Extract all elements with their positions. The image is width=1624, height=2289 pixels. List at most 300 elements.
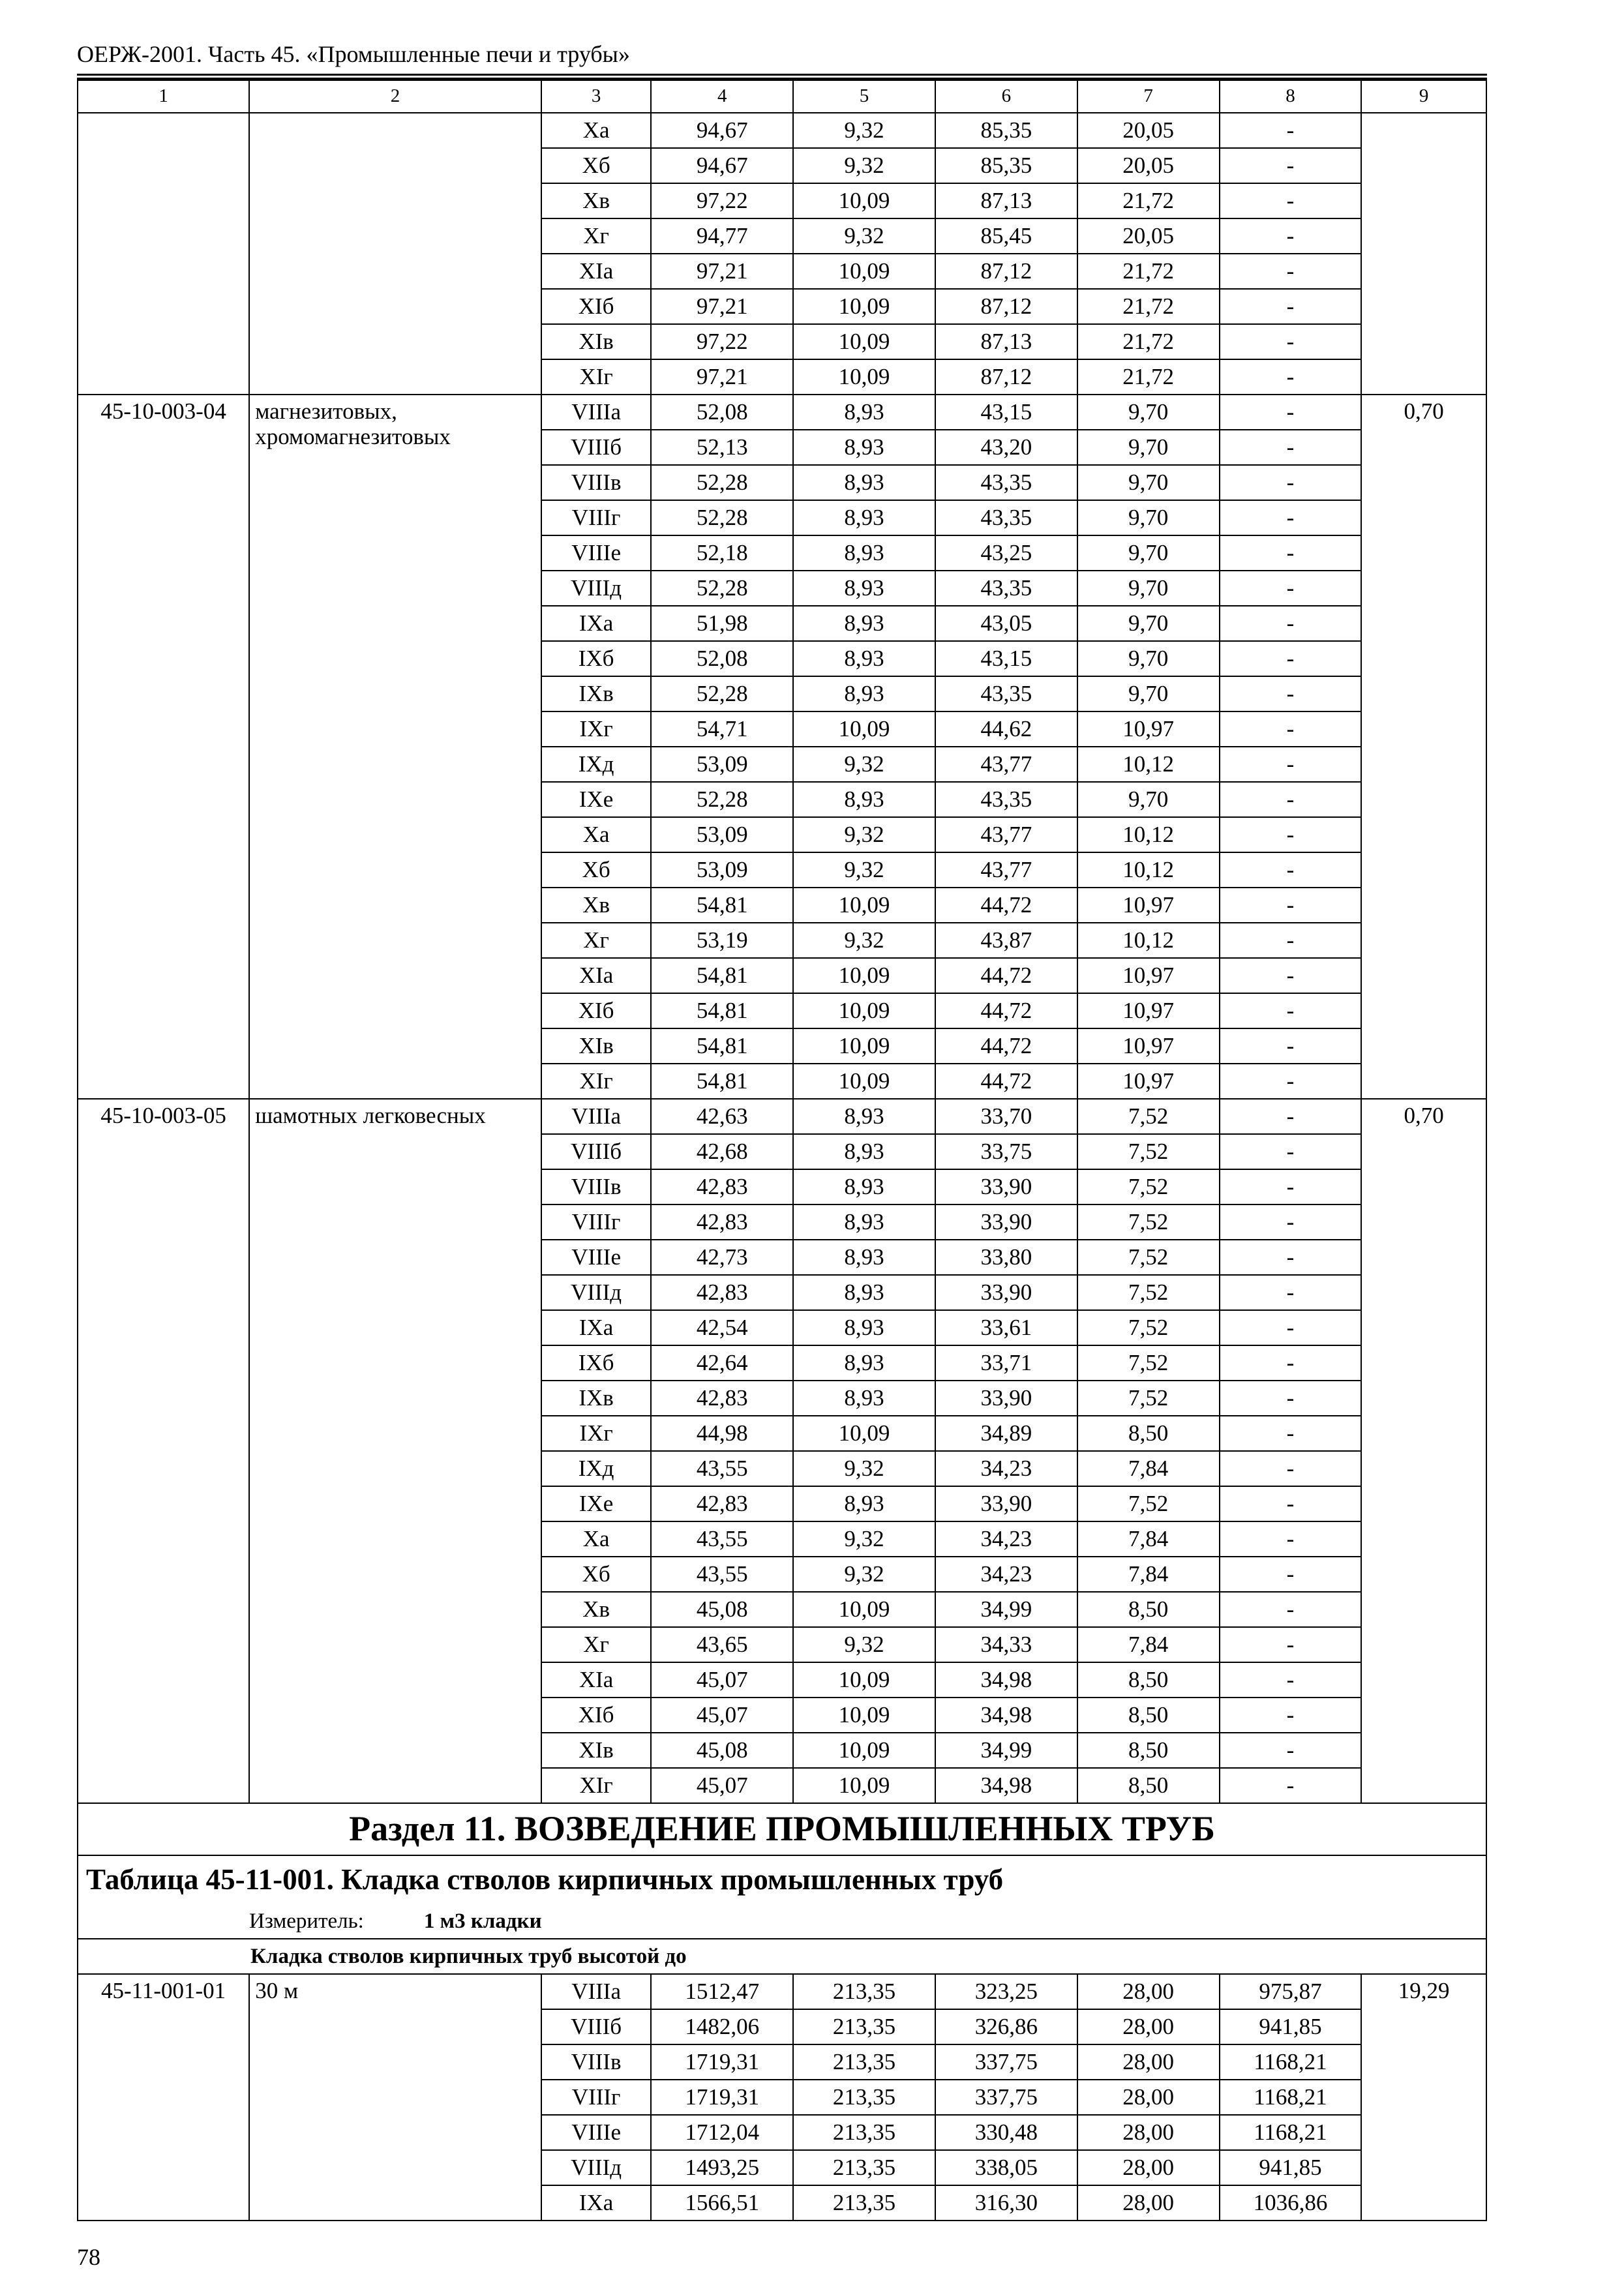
value-cell: 34,33: [935, 1627, 1077, 1662]
value-cell: 43,15: [935, 641, 1077, 676]
value-cell: 20,05: [1077, 218, 1220, 254]
value-cell: 43,65: [651, 1627, 793, 1662]
coef-value: 19,29: [1361, 1974, 1486, 2221]
value-cell: 323,25: [935, 1974, 1077, 2009]
zone-cell: VIIIд: [541, 1275, 651, 1310]
value-cell: -: [1220, 1275, 1362, 1310]
value-cell: 33,90: [935, 1169, 1077, 1204]
value-cell: -: [1220, 324, 1362, 359]
value-cell: 28,00: [1077, 2185, 1220, 2221]
value-cell: 21,72: [1077, 183, 1220, 218]
zone-cell: VIIIв: [541, 1169, 651, 1204]
value-cell: 8,93: [793, 1204, 935, 1240]
zone-cell: XIб: [541, 289, 651, 324]
value-cell: 42,83: [651, 1204, 793, 1240]
value-cell: 8,93: [793, 535, 935, 571]
value-cell: 9,32: [793, 148, 935, 183]
value-cell: 10,09: [793, 1768, 935, 1803]
value-cell: 10,97: [1077, 711, 1220, 747]
value-cell: 94,67: [651, 113, 793, 148]
value-cell: 10,97: [1077, 958, 1220, 993]
zone-cell: Xб: [541, 852, 651, 888]
zone-cell: XIa: [541, 958, 651, 993]
value-cell: -: [1220, 1486, 1362, 1521]
zone-cell: XIб: [541, 993, 651, 1028]
value-cell: 33,90: [935, 1486, 1077, 1521]
value-cell: 52,28: [651, 465, 793, 500]
value-cell: 7,84: [1077, 1451, 1220, 1486]
value-cell: 43,77: [935, 852, 1077, 888]
value-cell: -: [1220, 113, 1362, 148]
value-cell: 9,70: [1077, 641, 1220, 676]
value-cell: 43,77: [935, 747, 1077, 782]
value-cell: -: [1220, 1698, 1362, 1733]
value-cell: -: [1220, 1204, 1362, 1240]
value-cell: 43,05: [935, 606, 1077, 641]
value-cell: 8,50: [1077, 1733, 1220, 1768]
value-cell: 10,09: [793, 1662, 935, 1698]
value-cell: 10,09: [793, 1028, 935, 1064]
table-title: Таблица 45-11-001. Кладка стволов кирпичных промышленных труб: [78, 1855, 1486, 1904]
value-cell: 8,93: [793, 1169, 935, 1204]
zone-cell: VIIIд: [541, 571, 651, 606]
value-cell: 97,21: [651, 289, 793, 324]
value-cell: -: [1220, 993, 1362, 1028]
value-cell: 7,52: [1077, 1099, 1220, 1134]
value-cell: 97,22: [651, 183, 793, 218]
value-cell: 10,97: [1077, 1064, 1220, 1099]
zone-cell: XIг: [541, 1768, 651, 1803]
item-code: 45-11-001-01: [78, 1974, 249, 2221]
table-row: [78, 1099, 1486, 1134]
zone-cell: VIIIе: [541, 2115, 651, 2150]
zone-cell: VIIIв: [541, 2044, 651, 2080]
zone-cell: Xв: [541, 888, 651, 923]
value-cell: 7,52: [1077, 1240, 1220, 1275]
value-cell: 34,99: [935, 1592, 1077, 1627]
value-cell: -: [1220, 430, 1362, 465]
value-cell: 54,81: [651, 1064, 793, 1099]
value-cell: -: [1220, 1064, 1362, 1099]
value-cell: 10,09: [793, 324, 935, 359]
zone-cell: XIб: [541, 1698, 651, 1733]
zone-cell: XIг: [541, 1064, 651, 1099]
zone-cell: VIIIг: [541, 2080, 651, 2115]
value-cell: -: [1220, 1416, 1362, 1451]
coef-value: 0,70: [1361, 395, 1486, 1099]
value-cell: -: [1220, 571, 1362, 606]
value-cell: 10,09: [793, 1064, 935, 1099]
value-cell: 21,72: [1077, 359, 1220, 395]
value-cell: 330,48: [935, 2115, 1077, 2150]
value-cell: 8,50: [1077, 1416, 1220, 1451]
zone-cell: VIIIб: [541, 430, 651, 465]
value-cell: 10,09: [793, 1698, 935, 1733]
value-cell: 34,23: [935, 1521, 1077, 1557]
value-cell: 42,83: [651, 1381, 793, 1416]
value-cell: 10,12: [1077, 747, 1220, 782]
column-number: 7: [1077, 80, 1220, 113]
value-cell: 44,62: [935, 711, 1077, 747]
table-row: [78, 395, 1486, 430]
zone-cell: XIв: [541, 1028, 651, 1064]
value-cell: 42,54: [651, 1310, 793, 1345]
zone-cell: Xa: [541, 113, 651, 148]
zone-cell: XIa: [541, 1662, 651, 1698]
value-cell: -: [1220, 817, 1362, 852]
value-cell: 1512,47: [651, 1974, 793, 2009]
zone-cell: VIIIa: [541, 395, 651, 430]
zone-cell: IXд: [541, 747, 651, 782]
value-cell: 45,07: [651, 1662, 793, 1698]
value-cell: -: [1220, 747, 1362, 782]
value-cell: 10,09: [793, 183, 935, 218]
value-cell: 87,13: [935, 183, 1077, 218]
value-cell: -: [1220, 1345, 1362, 1381]
zone-cell: IXa: [541, 606, 651, 641]
value-cell: 42,83: [651, 1486, 793, 1521]
zone-cell: IXе: [541, 1486, 651, 1521]
value-cell: 42,68: [651, 1134, 793, 1169]
value-cell: 33,80: [935, 1240, 1077, 1275]
value-cell: 52,28: [651, 782, 793, 817]
value-cell: -: [1220, 782, 1362, 817]
value-cell: 10,12: [1077, 817, 1220, 852]
item-code: 45-10-003-04: [78, 395, 249, 1099]
value-cell: 8,50: [1077, 1662, 1220, 1698]
zone-cell: IXб: [541, 641, 651, 676]
value-cell: 87,13: [935, 324, 1077, 359]
value-cell: 9,32: [793, 1521, 935, 1557]
zone-cell: IXв: [541, 1381, 651, 1416]
value-cell: 10,97: [1077, 1028, 1220, 1064]
value-cell: 21,72: [1077, 289, 1220, 324]
value-cell: -: [1220, 1768, 1362, 1803]
zone-cell: VIIIa: [541, 1974, 651, 2009]
value-cell: 28,00: [1077, 2009, 1220, 2044]
zone-cell: IXг: [541, 711, 651, 747]
value-cell: 213,35: [793, 2009, 935, 2044]
value-cell: 45,08: [651, 1733, 793, 1768]
value-cell: 54,71: [651, 711, 793, 747]
value-cell: 85,35: [935, 113, 1077, 148]
value-cell: 52,08: [651, 641, 793, 676]
value-cell: -: [1220, 606, 1362, 641]
value-cell: 7,52: [1077, 1169, 1220, 1204]
zone-cell: VIIIг: [541, 1204, 651, 1240]
value-cell: 9,70: [1077, 500, 1220, 535]
meter: [78, 1904, 1486, 1939]
value-cell: 213,35: [793, 2115, 935, 2150]
value-cell: 85,35: [935, 148, 1077, 183]
value-cell: 1493,25: [651, 2150, 793, 2185]
value-cell: 213,35: [793, 2150, 935, 2185]
value-cell: 337,75: [935, 2044, 1077, 2080]
value-cell: -: [1220, 1099, 1362, 1134]
zone-cell: VIIIв: [541, 465, 651, 500]
value-cell: 10,09: [793, 711, 935, 747]
value-cell: 44,72: [935, 888, 1077, 923]
value-cell: 10,12: [1077, 923, 1220, 958]
value-cell: 9,32: [793, 923, 935, 958]
value-cell: 42,83: [651, 1169, 793, 1204]
zone-cell: Xг: [541, 923, 651, 958]
zone-cell: XIг: [541, 359, 651, 395]
value-cell: 9,70: [1077, 395, 1220, 430]
value-cell: -: [1220, 148, 1362, 183]
value-cell: -: [1220, 1451, 1362, 1486]
value-cell: 9,32: [793, 852, 935, 888]
value-cell: 8,93: [793, 1099, 935, 1134]
value-cell: 53,19: [651, 923, 793, 958]
value-cell: 34,99: [935, 1733, 1077, 1768]
value-cell: 8,93: [793, 1345, 935, 1381]
value-cell: 44,72: [935, 1028, 1077, 1064]
value-cell: 1036,86: [1220, 2185, 1362, 2221]
zone-cell: VIIIa: [541, 1099, 651, 1134]
value-cell: 213,35: [793, 1974, 935, 2009]
value-cell: 8,93: [793, 606, 935, 641]
value-cell: -: [1220, 535, 1362, 571]
column-number: 6: [935, 80, 1077, 113]
value-cell: 97,21: [651, 254, 793, 289]
value-cell: 33,90: [935, 1204, 1077, 1240]
value-cell: 9,32: [793, 1557, 935, 1592]
value-cell: 8,93: [793, 1310, 935, 1345]
zone-cell: Xб: [541, 1557, 651, 1592]
group-heading-row: [78, 1939, 1486, 1974]
value-cell: 33,61: [935, 1310, 1077, 1345]
value-cell: 1168,21: [1220, 2080, 1362, 2115]
value-cell: 8,93: [793, 1486, 935, 1521]
value-cell: -: [1220, 218, 1362, 254]
value-cell: 20,05: [1077, 113, 1220, 148]
value-cell: 9,32: [793, 817, 935, 852]
zone-cell: Xв: [541, 1592, 651, 1627]
value-cell: 213,35: [793, 2044, 935, 2080]
value-cell: 10,09: [793, 1592, 935, 1627]
value-cell: 34,98: [935, 1662, 1077, 1698]
value-cell: 8,50: [1077, 1592, 1220, 1627]
value-cell: -: [1220, 1134, 1362, 1169]
value-cell: 44,98: [651, 1416, 793, 1451]
value-cell: 8,93: [793, 500, 935, 535]
value-cell: 54,81: [651, 993, 793, 1028]
value-cell: 53,09: [651, 852, 793, 888]
value-cell: 28,00: [1077, 2080, 1220, 2115]
value-cell: 7,52: [1077, 1486, 1220, 1521]
value-cell: 97,21: [651, 359, 793, 395]
value-cell: -: [1220, 1240, 1362, 1275]
value-cell: -: [1220, 1733, 1362, 1768]
zone-cell: VIIIб: [541, 2009, 651, 2044]
value-cell: 43,55: [651, 1451, 793, 1486]
column-number: 1: [78, 80, 249, 113]
value-cell: 28,00: [1077, 2044, 1220, 2080]
value-cell: 941,85: [1220, 2150, 1362, 2185]
value-cell: 51,98: [651, 606, 793, 641]
column-number: 8: [1220, 80, 1362, 113]
value-cell: 337,75: [935, 2080, 1077, 2115]
value-cell: 8,93: [793, 1240, 935, 1275]
value-cell: 43,15: [935, 395, 1077, 430]
zone-cell: Xб: [541, 148, 651, 183]
value-cell: 87,12: [935, 254, 1077, 289]
value-cell: 43,55: [651, 1557, 793, 1592]
zone-cell: VIIIб: [541, 1134, 651, 1169]
value-cell: -: [1220, 676, 1362, 711]
value-cell: 52,08: [651, 395, 793, 430]
page-header: ОЕРЖ-2001. Часть 45. «Промышленные печи и трубы»: [77, 41, 630, 67]
value-cell: 33,75: [935, 1134, 1077, 1169]
value-cell: 53,09: [651, 747, 793, 782]
value-cell: 213,35: [793, 2080, 935, 2115]
value-cell: 53,09: [651, 817, 793, 852]
value-cell: -: [1220, 183, 1362, 218]
value-cell: 10,09: [793, 359, 935, 395]
value-cell: 42,73: [651, 1240, 793, 1275]
value-cell: 20,05: [1077, 148, 1220, 183]
value-cell: 338,05: [935, 2150, 1077, 2185]
value-cell: 9,70: [1077, 676, 1220, 711]
value-cell: 43,25: [935, 535, 1077, 571]
value-cell: 7,52: [1077, 1275, 1220, 1310]
value-cell: 44,72: [935, 1064, 1077, 1099]
value-cell: 10,09: [793, 254, 935, 289]
value-cell: 42,83: [651, 1275, 793, 1310]
value-cell: -: [1220, 958, 1362, 993]
value-cell: 1719,31: [651, 2080, 793, 2115]
value-cell: -: [1220, 1381, 1362, 1416]
value-cell: 97,22: [651, 324, 793, 359]
value-cell: -: [1220, 1627, 1362, 1662]
value-cell: 7,52: [1077, 1204, 1220, 1240]
value-cell: 7,84: [1077, 1627, 1220, 1662]
value-cell: 94,77: [651, 218, 793, 254]
value-cell: 7,52: [1077, 1345, 1220, 1381]
value-cell: 8,93: [793, 782, 935, 817]
value-cell: 34,89: [935, 1416, 1077, 1451]
value-cell: 42,63: [651, 1099, 793, 1134]
value-cell: 8,93: [793, 1381, 935, 1416]
value-cell: 43,87: [935, 923, 1077, 958]
section-row: [78, 1803, 1486, 1855]
value-cell: 10,12: [1077, 852, 1220, 888]
zone-cell: XIa: [541, 254, 651, 289]
value-cell: 43,35: [935, 782, 1077, 817]
value-cell: 54,81: [651, 1028, 793, 1064]
value-cell: 43,55: [651, 1521, 793, 1557]
coef-cell: [1361, 113, 1486, 395]
value-cell: -: [1220, 1310, 1362, 1345]
value-cell: 9,32: [793, 1451, 935, 1486]
value-cell: -: [1220, 852, 1362, 888]
name-cell: [249, 113, 541, 395]
table-row: [78, 1974, 1486, 2009]
value-cell: -: [1220, 1662, 1362, 1698]
value-cell: 34,98: [935, 1768, 1077, 1803]
value-cell: 43,77: [935, 817, 1077, 852]
zone-cell: IXa: [541, 2185, 651, 2221]
code-cell: [78, 113, 249, 395]
table-title-row: [78, 1855, 1486, 1904]
value-cell: 10,97: [1077, 993, 1220, 1028]
zone-cell: VIIIе: [541, 1240, 651, 1275]
value-cell: 9,70: [1077, 571, 1220, 606]
value-cell: 9,70: [1077, 606, 1220, 641]
value-cell: 7,52: [1077, 1310, 1220, 1345]
value-cell: -: [1220, 395, 1362, 430]
value-cell: -: [1220, 254, 1362, 289]
value-cell: 87,12: [935, 359, 1077, 395]
column-number: 9: [1361, 80, 1486, 113]
value-cell: 43,35: [935, 571, 1077, 606]
column-number: 3: [541, 80, 651, 113]
value-cell: 1168,21: [1220, 2044, 1362, 2080]
value-cell: 8,93: [793, 1134, 935, 1169]
value-cell: 43,20: [935, 430, 1077, 465]
value-cell: 45,08: [651, 1592, 793, 1627]
value-cell: 9,32: [793, 747, 935, 782]
value-cell: -: [1220, 1028, 1362, 1064]
value-cell: -: [1220, 359, 1362, 395]
value-cell: 7,52: [1077, 1381, 1220, 1416]
group-heading: Кладка стволов кирпичных труб высотой до: [78, 1939, 1486, 1974]
value-cell: 1168,21: [1220, 2115, 1362, 2150]
value-cell: 10,09: [793, 289, 935, 324]
zone-cell: VIIIг: [541, 500, 651, 535]
value-cell: 326,86: [935, 2009, 1077, 2044]
zone-cell: IXб: [541, 1345, 651, 1381]
value-cell: 94,67: [651, 148, 793, 183]
value-cell: 9,32: [793, 1627, 935, 1662]
value-cell: 45,07: [651, 1698, 793, 1733]
zone-cell: XIв: [541, 1733, 651, 1768]
value-cell: 8,93: [793, 395, 935, 430]
value-cell: 52,28: [651, 500, 793, 535]
column-number: 5: [793, 80, 935, 113]
value-cell: 34,98: [935, 1698, 1077, 1733]
column-number: 4: [651, 80, 793, 113]
value-cell: 10,09: [793, 958, 935, 993]
value-cell: 10,09: [793, 993, 935, 1028]
column-number: 2: [249, 80, 541, 113]
value-cell: 33,90: [935, 1275, 1077, 1310]
meter-label: Измеритель:: [249, 1909, 364, 1933]
zone-cell: VIIIд: [541, 2150, 651, 2185]
value-cell: 43,35: [935, 500, 1077, 535]
value-cell: 10,09: [793, 1416, 935, 1451]
header-rule: [77, 74, 1487, 76]
value-cell: 7,84: [1077, 1521, 1220, 1557]
value-cell: 8,93: [793, 641, 935, 676]
zone-cell: IXг: [541, 1416, 651, 1451]
value-cell: 9,70: [1077, 430, 1220, 465]
page-number: 78: [77, 2244, 100, 2270]
value-cell: 8,50: [1077, 1768, 1220, 1803]
value-cell: 85,45: [935, 218, 1077, 254]
value-cell: -: [1220, 888, 1362, 923]
value-cell: -: [1220, 1169, 1362, 1204]
zone-cell: Xг: [541, 218, 651, 254]
zone-cell: IXд: [541, 1451, 651, 1486]
item-code: 45-10-003-05: [78, 1099, 249, 1803]
value-cell: 9,70: [1077, 782, 1220, 817]
value-cell: 8,50: [1077, 1698, 1220, 1733]
value-cell: 43,35: [935, 465, 1077, 500]
value-cell: 213,35: [793, 2185, 935, 2221]
value-cell: -: [1220, 711, 1362, 747]
